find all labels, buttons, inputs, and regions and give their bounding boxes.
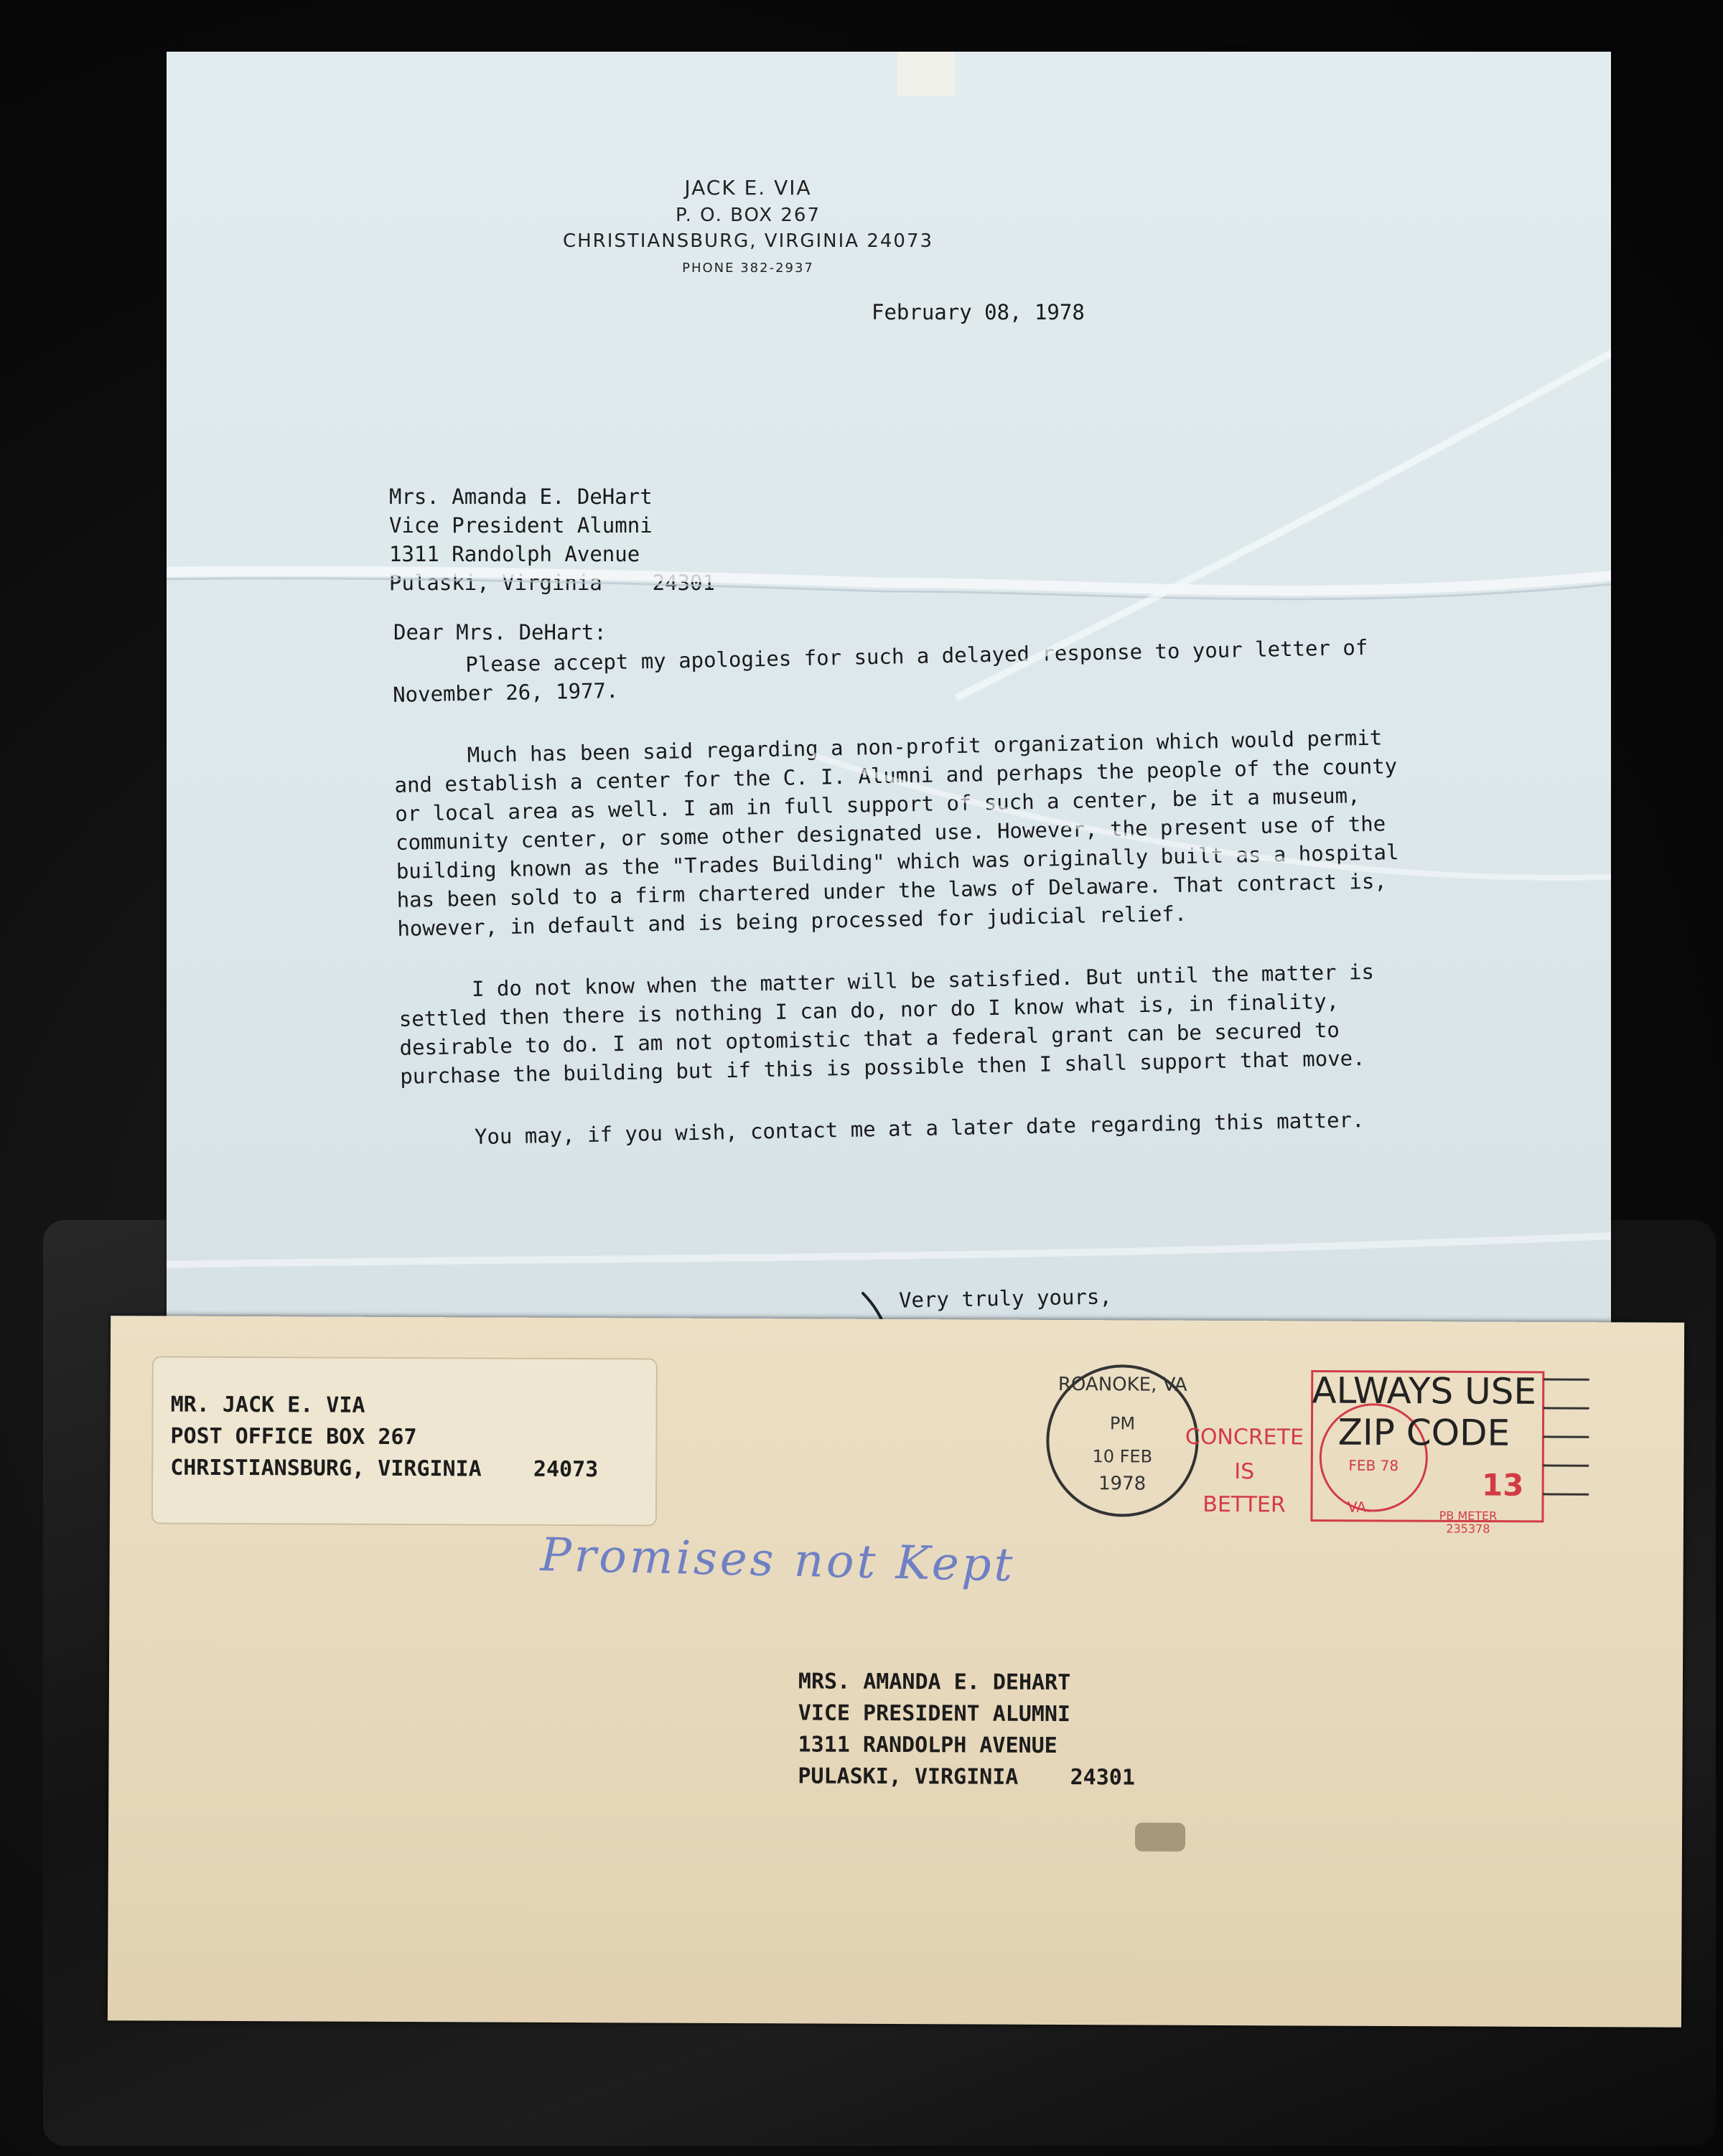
return-line: MR. JACK E. VIA xyxy=(170,1392,365,1418)
salutation: Dear Mrs. DeHart: xyxy=(393,620,607,645)
letter-paragraph: I do not know when the matter will be satisfied. But until the matter is settled then there is nothing I can do, nor do I know what is, in finality, desirable to do. I am not optomistic that a federal grant can be secured to purchase the building but if this is possible then I shall support that move. xyxy=(398,959,1375,1089)
address-line: 1311 Randolph Avenue xyxy=(389,542,640,566)
letter-date: February 08, 1978 xyxy=(872,300,1085,324)
recipient-line: PULASKI, VIRGINIA 24301 xyxy=(798,1763,1136,1791)
letter-paragraph: Much has been said regarding a non-profit organization which would permit and establish a center for the C. I. Alumni and perhaps the people of the county or local area as well. I am in full support of such a center, be it a museum, community center, or some other designated use. However, the present use of the building known as the "Trades Building" which was originally built as a hospital has been sold to a firm chartered under the laws of Delaware. That contract is, however, in default and is being processed for judicial relief. xyxy=(394,725,1399,941)
return-line: CHRISTIANSBURG, VIRGINIA 24073 xyxy=(170,1455,599,1483)
slogan-line: CONCRETE xyxy=(1185,1424,1304,1450)
postmark-city: ROANOKE, VA xyxy=(1057,1373,1187,1396)
address-line: Vice President Alumni xyxy=(389,513,653,538)
letter-paragraph: Please accept my apologies for such a delayed response to your letter of November 26, 1977. xyxy=(392,634,1368,707)
return-line: POST OFFICE BOX 267 xyxy=(170,1423,417,1450)
slogan-line: BETTER xyxy=(1203,1491,1286,1518)
meter-date: FEB 78 xyxy=(1348,1456,1399,1475)
letterhead-city: CHRISTIANSBURG, VIRGINIA 24073 xyxy=(562,230,934,252)
letter-sheet xyxy=(167,52,1611,1387)
letterhead-box: P. O. BOX 267 xyxy=(676,205,821,226)
postmark-time: PM xyxy=(1109,1413,1136,1434)
postmark-day: 10 FEB xyxy=(1092,1446,1153,1467)
letterhead-phone: PHONE 382-2937 xyxy=(682,261,814,276)
inside-address xyxy=(389,482,715,597)
envelope xyxy=(108,1316,1684,2028)
letter-paragraph: You may, if you wish, contact me at a later date regarding this matter. xyxy=(474,1107,1365,1149)
meter-slogan-line2: ZIP CODE xyxy=(1337,1411,1510,1454)
tape-strip xyxy=(897,52,955,96)
recipient-line: 1311 RANDOLPH AVENUE xyxy=(798,1732,1057,1758)
address-line: Pulaski, Virginia 24301 xyxy=(389,571,715,595)
recipient-address xyxy=(798,1666,1135,1794)
return-address xyxy=(170,1389,599,1486)
return-address-label xyxy=(151,1356,658,1526)
paper-stain xyxy=(1135,1822,1185,1851)
letterhead-name: JACK E. VIA xyxy=(684,176,812,200)
meter-number: 235378 xyxy=(1446,1522,1490,1536)
cancellation-bars xyxy=(1543,1379,1589,1494)
meter-amount: 13 xyxy=(1481,1467,1524,1503)
meter-slogan-line1: ALWAYS USE xyxy=(1312,1369,1537,1412)
postmark xyxy=(1029,1349,1589,1537)
recipient-line: MRS. AMANDA E. DEHART xyxy=(798,1669,1071,1696)
closing: Very truly yours, xyxy=(898,1284,1113,1313)
letterhead xyxy=(167,174,1330,283)
postmark-year: 1978 xyxy=(1098,1473,1147,1495)
meter-label: PB METER xyxy=(1439,1509,1498,1523)
recipient-line: VICE PRESIDENT ALUMNI xyxy=(798,1700,1071,1728)
handwritten-note: Promises not Kept xyxy=(539,1529,1017,1593)
slogan-line: IS xyxy=(1234,1459,1255,1485)
meter-state: VA. xyxy=(1347,1498,1371,1516)
letter-body xyxy=(392,632,1421,1186)
address-line: Mrs. Amanda E. DeHart xyxy=(389,484,653,509)
